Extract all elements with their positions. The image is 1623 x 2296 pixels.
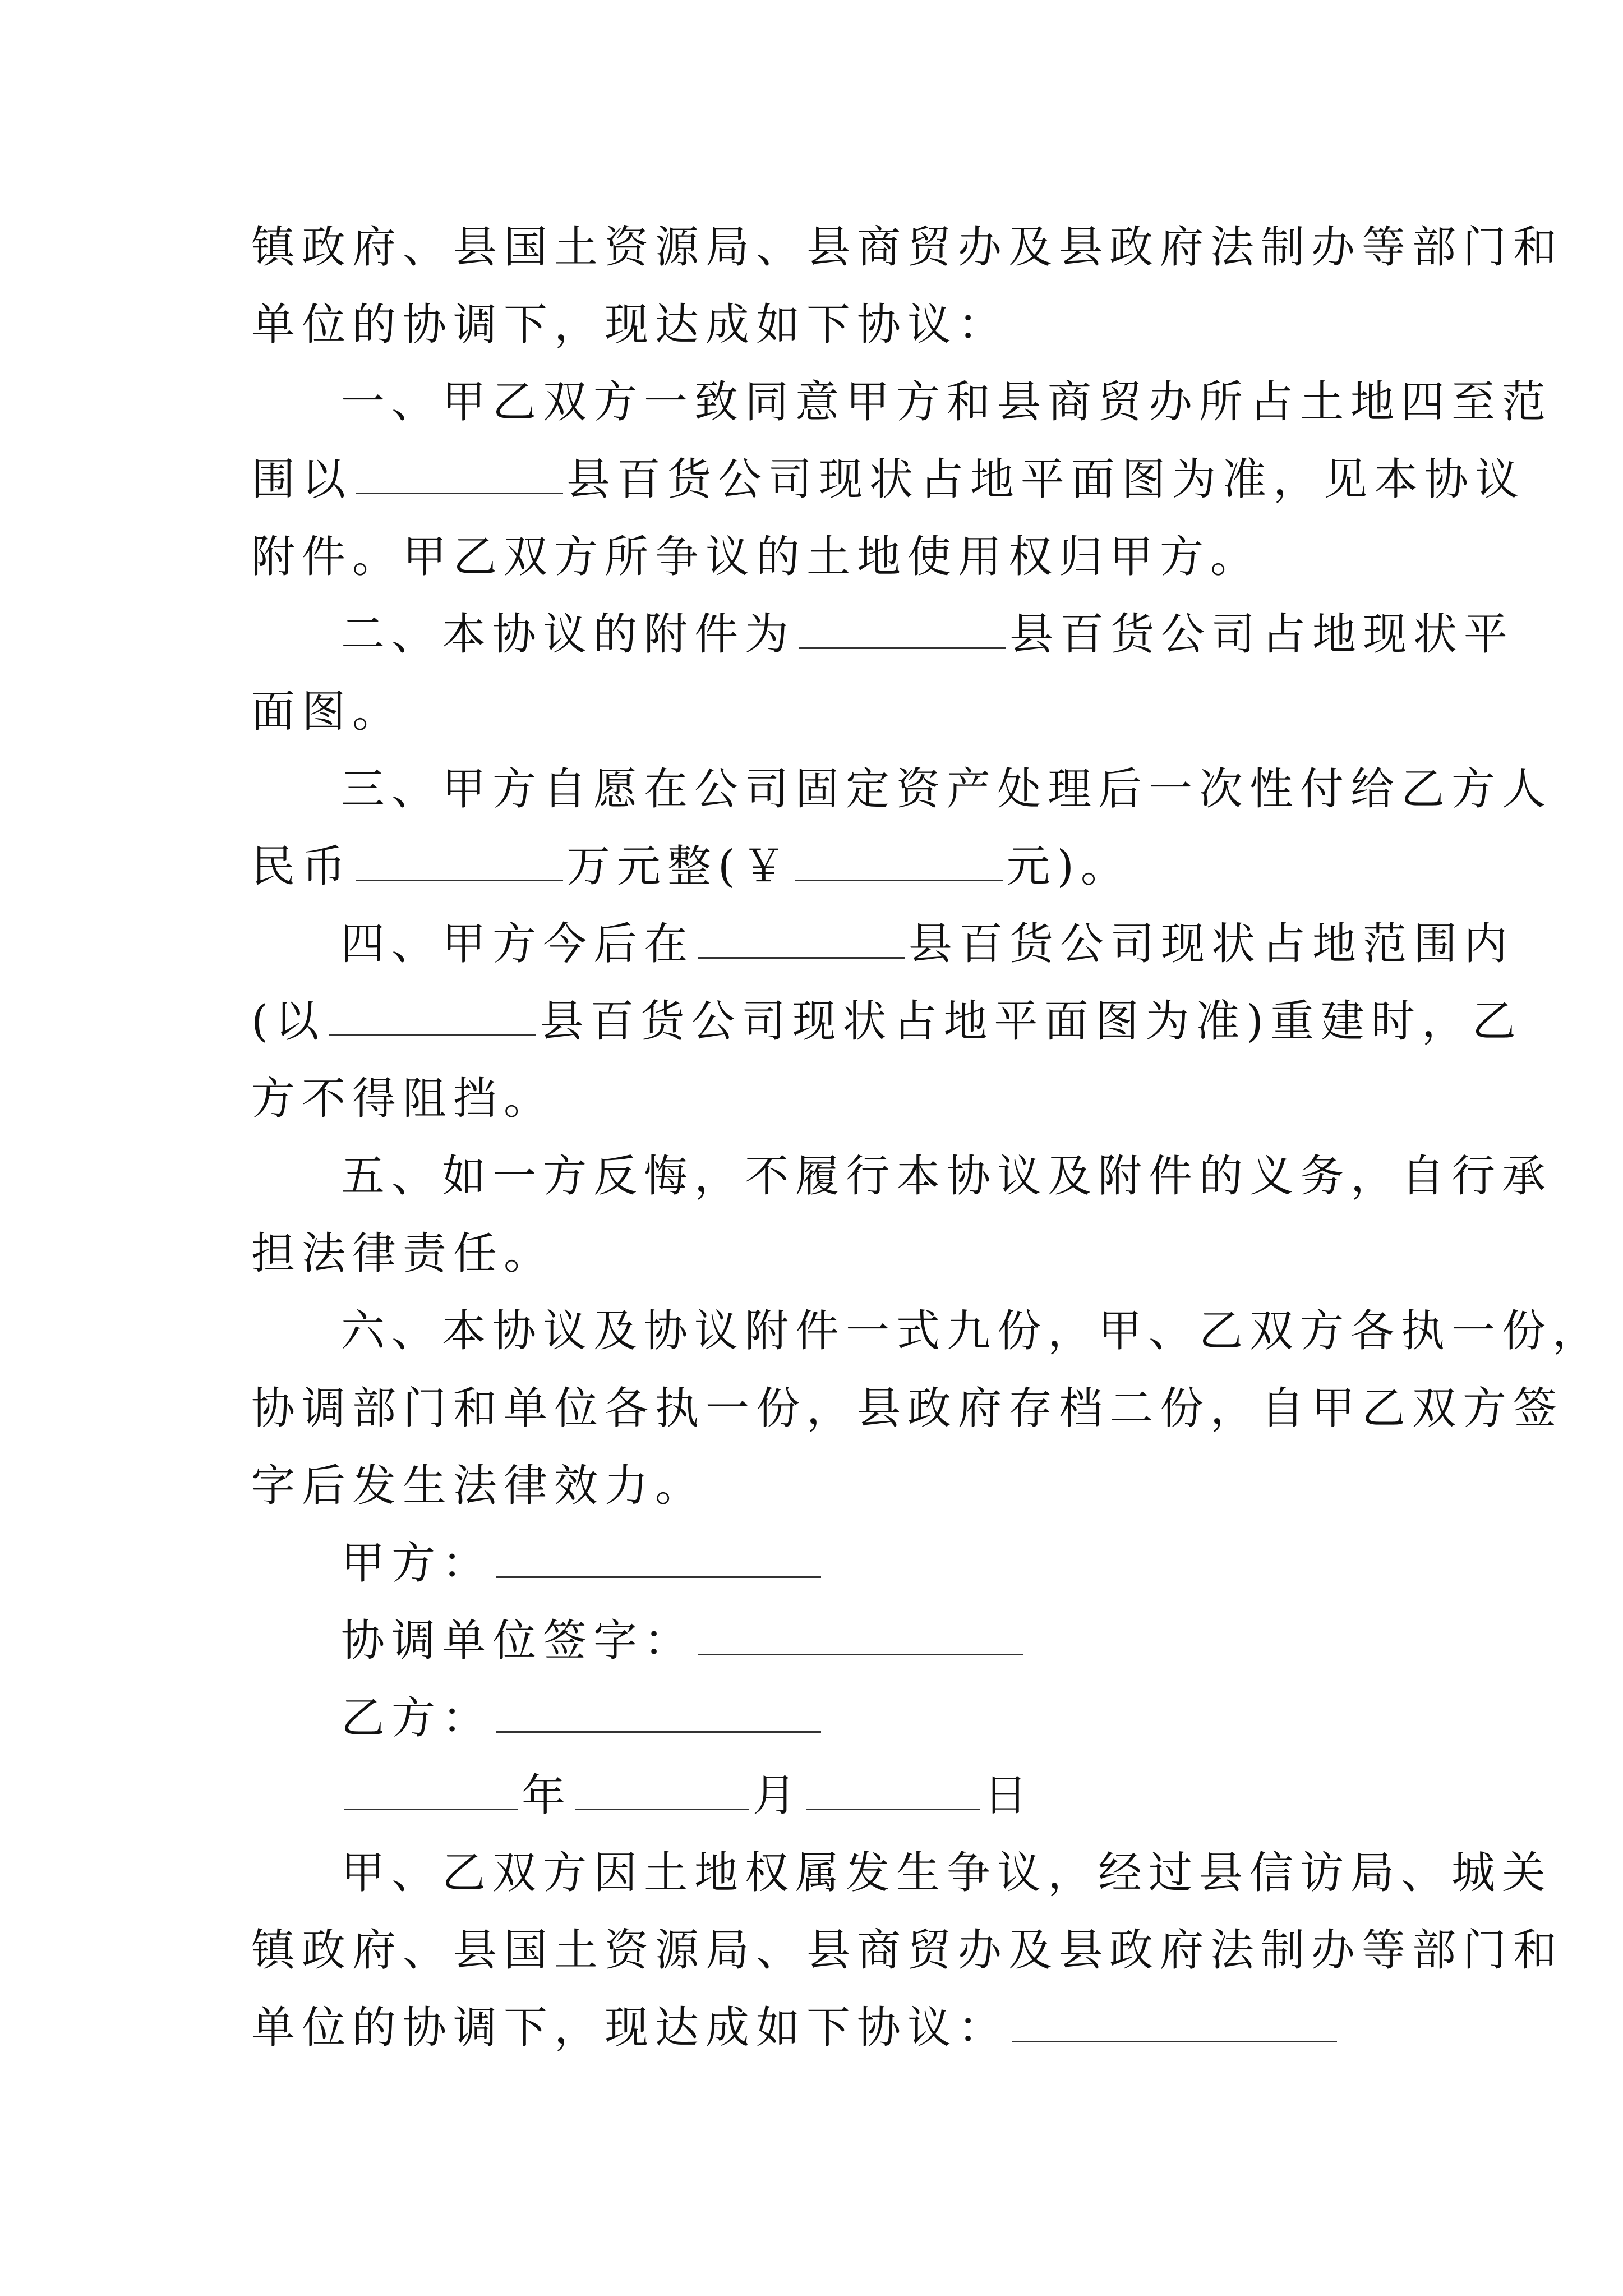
text-segment: 围以 [251, 454, 353, 505]
text-segment: 附件。甲乙双方所争议的土地使用权归甲方。 [251, 532, 1261, 582]
text-segment: 甲、乙双方因土地权属发生争议，经过县信访局、城关 [341, 1848, 1553, 1898]
year-field[interactable] [344, 1774, 518, 1810]
document-body [251, 209, 1603, 2067]
text-segment: 二、本协议的附件为 [341, 609, 796, 660]
fill-blank[interactable] [799, 613, 1006, 649]
text-segment: 四、甲方今后在 [341, 919, 695, 969]
text-segment: 三、甲方自愿在公司固定资产处理后一次性付给乙方人 [341, 764, 1553, 815]
party-b-signature-field[interactable] [496, 1696, 821, 1733]
text-line [251, 286, 1378, 364]
date-line [251, 1757, 1378, 1834]
day-label: 日 [984, 1770, 1035, 1821]
text-line [251, 1447, 1378, 1525]
text-line [251, 1060, 1378, 1138]
text-segment: 字后发生法律效力。 [251, 1461, 706, 1511]
month-field[interactable] [575, 1774, 749, 1810]
text-segment: 民币 [251, 841, 353, 892]
amount-number-blank[interactable] [795, 845, 1003, 881]
text-segment: 方不得阻挡。 [251, 1074, 555, 1124]
text-segment: (以 [251, 996, 326, 1047]
coordinator-label: 协调单位签字： [341, 1616, 695, 1666]
text-segment: 协调部门和单位各执一份，县政府存档二份，自甲乙双方签 [251, 1383, 1564, 1434]
tail-line [251, 1989, 1378, 2067]
party-b-label: 乙方： [341, 1693, 493, 1743]
tail-line [251, 1834, 1553, 1912]
text-segment: 担法律责任。 [251, 1228, 555, 1279]
party-a-label: 甲方： [341, 1538, 493, 1589]
amount-blank[interactable] [356, 845, 563, 881]
text-segment: 一、甲乙双方一致同意甲方和县商贸办所占土地四至范 [341, 377, 1553, 427]
coordinator-signature-line [251, 1602, 1378, 1680]
text-line [251, 209, 1564, 286]
text-segment: 万元整(￥ [566, 841, 792, 892]
clause-6-line [251, 1292, 1603, 1370]
month-label: 月 [753, 1770, 804, 1821]
tail-line [251, 1912, 1564, 1989]
text-line [251, 518, 1378, 596]
fill-blank[interactable] [356, 458, 563, 494]
coordinator-signature-field[interactable] [698, 1619, 1023, 1655]
text-segment: 县百货公司现状占地平面图为准，见本协议 [566, 454, 1526, 505]
text-line [251, 441, 1526, 518]
party-b-signature-line [251, 1680, 1378, 1757]
text-segment: 县百货公司占地现状平 [1009, 609, 1515, 660]
text-line [251, 1370, 1564, 1447]
day-field[interactable] [806, 1774, 980, 1810]
text-segment: 六、本协议及协议附件一式九份，甲、乙双方各执一份， [341, 1306, 1603, 1356]
text-segment: 镇政府、县国土资源局、县商贸办及县政府法制办等部门和 [251, 1925, 1564, 1976]
text-segment: 单位的协调下，现达成如下协议： [251, 2003, 1009, 2053]
text-segment: 县百货公司现状占地范围内 [909, 919, 1515, 969]
fill-blank[interactable] [698, 922, 905, 959]
text-line [251, 983, 1523, 1060]
text-segment: 五、如一方反悔，不履行本协议及附件的义务，自行承 [341, 1151, 1553, 1202]
clause-2-line [251, 596, 1515, 673]
text-segment: 镇政府、县国土资源局、县商贸办及县政府法制办等部门和 [251, 222, 1564, 273]
text-line [251, 673, 1378, 751]
clause-1-line [251, 364, 1553, 441]
party-a-signature-line [251, 1525, 1378, 1602]
clause-4-line [251, 905, 1515, 983]
fill-blank[interactable] [329, 1000, 536, 1036]
clause-3-line [251, 751, 1553, 828]
party-a-signature-field[interactable] [496, 1542, 821, 1578]
text-segment: 县百货公司现状占地平面图为准)重建时，乙 [540, 996, 1523, 1047]
text-segment: 元)。 [1006, 841, 1131, 892]
text-segment: 面图。 [251, 687, 403, 737]
text-line [251, 828, 1378, 905]
year-label: 年 [522, 1770, 573, 1821]
text-line [251, 1215, 1378, 1292]
clause-5-line [251, 1138, 1553, 1215]
agreement-content-field[interactable] [1012, 2006, 1337, 2042]
text-segment: 单位的协调下，现达成如下协议： [251, 300, 1009, 350]
